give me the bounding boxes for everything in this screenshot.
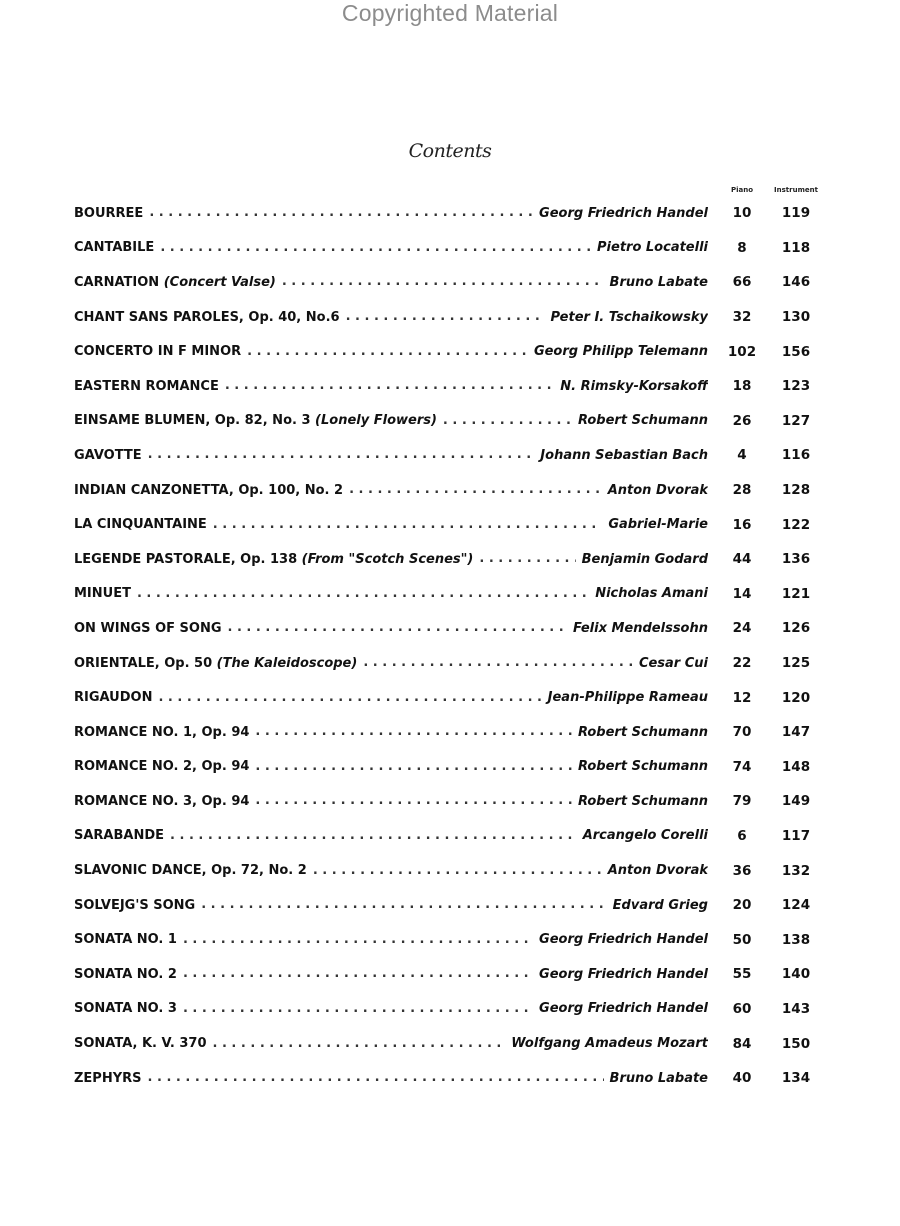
piece-title — [74, 206, 149, 221]
composer-name: Gabriel-Marie — [608, 517, 708, 533]
dot-leader — [282, 274, 604, 290]
contents-entry — [74, 1001, 708, 1017]
contents-row — [74, 334, 824, 369]
dot-leader — [137, 586, 589, 602]
contents-row — [74, 750, 824, 785]
composer-name: Robert Schumann — [578, 413, 708, 429]
piece-title — [74, 725, 255, 740]
contents-row — [74, 853, 824, 888]
piece-title — [74, 310, 346, 325]
composer-name: Robert Schumann — [578, 793, 708, 809]
piece-name: SARABANDE — [74, 828, 165, 844]
contents-entry — [74, 620, 708, 636]
instrument-page-number: 127 — [781, 412, 811, 429]
composer-name: Georg Friedrich Handel — [539, 966, 708, 982]
contents-entry — [74, 344, 708, 360]
piece-name: CONCERTO IN F MINOR — [74, 344, 242, 360]
contents-row — [74, 784, 824, 819]
column-header-piano: Piano — [730, 186, 754, 194]
contents-row — [74, 300, 824, 335]
composer-name: Benjamin Godard — [581, 551, 708, 567]
composer-name: Georg Friedrich Handel — [539, 205, 708, 221]
dot-leader — [255, 759, 572, 775]
contents-entry — [74, 309, 708, 325]
dot-leader — [148, 1070, 604, 1086]
instrument-page-number: 119 — [781, 205, 811, 222]
contents-entry — [74, 517, 708, 533]
piece-subtitle: (Lonely Flowers) — [315, 413, 437, 429]
piece-title — [74, 759, 255, 774]
instrument-page-number: 148 — [781, 758, 811, 775]
instrument-page-number: 128 — [781, 482, 811, 499]
dot-leader — [479, 551, 575, 567]
piano-page-number: 70 — [732, 724, 752, 741]
dot-leader — [247, 344, 528, 360]
piece-title — [74, 483, 349, 498]
piano-page-number: 26 — [732, 412, 752, 429]
dot-leader — [148, 447, 535, 463]
piece-name: EINSAME BLUMEN, Op. 82, No. 3 — [74, 413, 311, 429]
piece-title — [74, 344, 247, 359]
piano-page-number: 24 — [732, 620, 752, 637]
piece-name: EASTERN ROMANCE — [74, 378, 219, 394]
composer-name: Pietro Locatelli — [597, 240, 708, 256]
instrument-page-number: 122 — [781, 516, 811, 533]
dot-leader — [443, 413, 572, 429]
instrument-page-number: 126 — [781, 620, 811, 637]
composer-name: Jean-Philippe Rameau — [547, 690, 708, 706]
piece-name: ROMANCE NO. 2, Op. 94 — [74, 759, 250, 775]
piece-name: CARNATION — [74, 274, 160, 290]
contents-entry — [74, 240, 708, 256]
piano-page-number: 79 — [732, 793, 752, 810]
piece-title — [74, 828, 170, 843]
piece-title — [74, 552, 479, 567]
contents-row — [74, 369, 824, 404]
contents-entry — [74, 274, 708, 290]
contents-entry — [74, 690, 708, 706]
contents-entry — [74, 932, 708, 948]
instrument-page-number: 121 — [781, 585, 811, 602]
contents-row — [74, 1061, 824, 1096]
piece-title — [74, 1001, 183, 1016]
contents-row — [74, 577, 824, 612]
composer-name: N. Rimsky-Korsakoff — [560, 378, 708, 394]
composer-name: Robert Schumann — [578, 724, 708, 740]
contents-entry — [74, 897, 708, 913]
piece-title — [74, 794, 255, 809]
piece-title — [74, 1071, 148, 1086]
piece-title — [74, 275, 282, 290]
piano-page-number: 40 — [732, 1070, 752, 1087]
dot-leader — [170, 828, 577, 844]
instrument-page-number: 150 — [781, 1035, 811, 1052]
contents-entry — [74, 551, 708, 567]
piece-title — [74, 1036, 213, 1051]
contents-row — [74, 888, 824, 923]
page-title: Contents — [408, 140, 492, 162]
piece-name: SLAVONIC DANCE, Op. 72, No. 2 — [74, 863, 307, 879]
composer-name: Arcangelo Corelli — [582, 828, 708, 844]
piece-title — [74, 690, 158, 705]
piano-page-number: 6 — [737, 827, 747, 844]
piano-page-number: 102 — [727, 343, 757, 360]
dot-leader — [255, 724, 572, 740]
dot-leader — [158, 690, 541, 706]
contents-row — [74, 404, 824, 439]
contents-entry — [74, 482, 708, 498]
piece-title — [74, 379, 225, 394]
piece-name: SONATA NO. 3 — [74, 1001, 177, 1017]
piece-name: BOURREE — [74, 205, 144, 221]
piece-name: ZEPHYRS — [74, 1070, 142, 1086]
contents-row — [74, 922, 824, 957]
piece-title — [74, 413, 443, 428]
contents-row — [74, 957, 824, 992]
contents-entry — [74, 378, 708, 394]
piano-page-number: 32 — [732, 309, 752, 326]
piece-title — [74, 517, 213, 532]
composer-name: Cesar Cui — [638, 655, 708, 671]
composer-name: Anton Dvorak — [607, 863, 708, 879]
contents-entry — [74, 966, 708, 982]
instrument-page-number: 132 — [781, 862, 811, 879]
contents-row — [74, 473, 824, 508]
instrument-page-number: 120 — [781, 689, 811, 706]
piece-name: SONATA NO. 1 — [74, 932, 177, 948]
dot-leader — [349, 482, 602, 498]
piece-name: ROMANCE NO. 1, Op. 94 — [74, 724, 250, 740]
piano-page-number: 36 — [732, 862, 752, 879]
piece-name: MINUET — [74, 586, 131, 602]
piece-name: ON WINGS OF SONG — [74, 620, 222, 636]
piece-subtitle: (The Kaleidoscope) — [216, 655, 358, 671]
contents-entry — [74, 413, 708, 429]
contents-row — [74, 1026, 824, 1061]
contents-entry — [74, 205, 708, 221]
instrument-page-number: 134 — [781, 1070, 811, 1087]
composer-name: Bruno Labate — [609, 1070, 708, 1086]
contents-row — [74, 992, 824, 1027]
instrument-page-number: 118 — [781, 239, 811, 256]
composer-name: Nicholas Amani — [595, 586, 708, 602]
contents-entry — [74, 828, 708, 844]
dot-leader — [183, 966, 533, 982]
piece-subtitle: (Concert Valse) — [163, 274, 276, 290]
dot-leader — [183, 932, 533, 948]
composer-name: Georg Friedrich Handel — [539, 932, 708, 948]
piece-title — [74, 967, 183, 982]
contents-entry — [74, 447, 708, 463]
instrument-page-number: 156 — [781, 343, 811, 360]
piece-title — [74, 240, 160, 255]
contents-row — [74, 196, 824, 231]
dot-leader — [228, 620, 567, 636]
contents-row — [74, 438, 824, 473]
piano-page-number: 84 — [732, 1035, 752, 1052]
piece-name: RIGAUDON — [74, 690, 153, 706]
piece-name: CHANT SANS PAROLES, Op. 40, No.6 — [74, 309, 340, 325]
piano-page-number: 22 — [732, 655, 752, 672]
contents-row — [74, 231, 824, 266]
copyright-watermark: Copyrighted Material — [341, 0, 559, 26]
contents-row — [74, 507, 824, 542]
dot-leader — [363, 655, 633, 671]
piece-name: LA CINQUANTAINE — [74, 517, 207, 533]
piano-page-number: 18 — [732, 378, 752, 395]
instrument-page-number: 130 — [781, 309, 811, 326]
instrument-page-number: 149 — [781, 793, 811, 810]
piece-title — [74, 586, 137, 601]
piece-name: GAVOTTE — [74, 447, 142, 463]
instrument-page-number: 143 — [781, 1000, 811, 1017]
piano-page-number: 8 — [737, 239, 747, 256]
composer-name: Edvard Grieg — [612, 897, 708, 913]
piece-title — [74, 656, 363, 671]
instrument-page-number: 147 — [781, 724, 811, 741]
dot-leader — [160, 240, 591, 256]
contents-entry — [74, 793, 708, 809]
composer-name: Robert Schumann — [578, 759, 708, 775]
instrument-page-number: 146 — [781, 274, 811, 291]
instrument-page-number: 136 — [781, 551, 811, 568]
dot-leader — [213, 1036, 506, 1052]
instrument-page-number: 124 — [781, 897, 811, 914]
contents-row — [74, 265, 824, 300]
instrument-page-number: 138 — [781, 931, 811, 948]
composer-name: Georg Philipp Telemann — [533, 344, 708, 360]
piano-page-number: 10 — [732, 205, 752, 222]
dot-leader — [346, 309, 545, 325]
contents-row — [74, 680, 824, 715]
composer-name: Felix Mendelssohn — [572, 620, 708, 636]
contents-entry — [74, 759, 708, 775]
contents-entry — [74, 724, 708, 740]
piano-page-number: 66 — [732, 274, 752, 291]
contents-list — [74, 196, 824, 1095]
piano-page-number: 16 — [732, 516, 752, 533]
piece-name: SOLVEJG'S SONG — [74, 897, 196, 913]
dot-leader — [183, 1001, 533, 1017]
piano-page-number: 28 — [732, 482, 752, 499]
composer-name: Bruno Labate — [609, 274, 708, 290]
composer-name: Peter I. Tschaikowsky — [550, 309, 708, 325]
piano-page-number: 4 — [737, 447, 747, 464]
dot-leader — [255, 793, 572, 809]
contents-row — [74, 819, 824, 854]
contents-entry — [74, 586, 708, 602]
piece-subtitle: (From "Scotch Scenes") — [301, 551, 474, 567]
piece-name: INDIAN CANZONETTA, Op. 100, No. 2 — [74, 482, 344, 498]
composer-name: Wolfgang Amadeus Mozart — [511, 1036, 708, 1052]
instrument-page-number: 123 — [781, 378, 811, 395]
piece-name: CANTABILE — [74, 240, 155, 256]
instrument-page-number: 117 — [781, 827, 811, 844]
contents-row — [74, 646, 824, 681]
piano-page-number: 60 — [732, 1000, 752, 1017]
column-header-instrument: Instrument — [774, 186, 818, 194]
contents-row — [74, 611, 824, 646]
piece-title — [74, 898, 201, 913]
piece-name: LEGENDE PASTORALE, Op. 138 — [74, 551, 298, 567]
composer-name: Johann Sebastian Bach — [540, 447, 708, 463]
instrument-page-number: 116 — [781, 447, 811, 464]
composer-name: Anton Dvorak — [607, 482, 708, 498]
piece-title — [74, 621, 228, 636]
piece-name: ROMANCE NO. 3, Op. 94 — [74, 793, 250, 809]
dot-leader — [313, 863, 602, 879]
dot-leader — [225, 378, 554, 394]
piano-page-number: 44 — [732, 551, 752, 568]
piano-page-number: 14 — [732, 585, 752, 602]
piece-title — [74, 863, 313, 878]
piece-title — [74, 448, 148, 463]
piece-name: ORIENTALE, Op. 50 — [74, 655, 213, 671]
piano-page-number: 50 — [732, 931, 752, 948]
contents-row — [74, 542, 824, 577]
contents-row — [74, 715, 824, 750]
dot-leader — [213, 517, 603, 533]
composer-name: Georg Friedrich Handel — [539, 1001, 708, 1017]
piano-page-number: 12 — [732, 689, 752, 706]
piano-page-number: 74 — [732, 758, 752, 775]
piece-title — [74, 932, 183, 947]
piano-page-number: 20 — [732, 897, 752, 914]
instrument-page-number: 140 — [781, 966, 811, 983]
piece-name: SONATA NO. 2 — [74, 966, 177, 982]
instrument-page-number: 125 — [781, 655, 811, 672]
contents-entry — [74, 863, 708, 879]
contents-entry — [74, 1070, 708, 1086]
piano-page-number: 55 — [732, 966, 752, 983]
contents-entry — [74, 655, 708, 671]
dot-leader — [149, 205, 533, 221]
contents-entry — [74, 1036, 708, 1052]
dot-leader — [201, 897, 606, 913]
piece-name: SONATA, K. V. 370 — [74, 1036, 207, 1052]
